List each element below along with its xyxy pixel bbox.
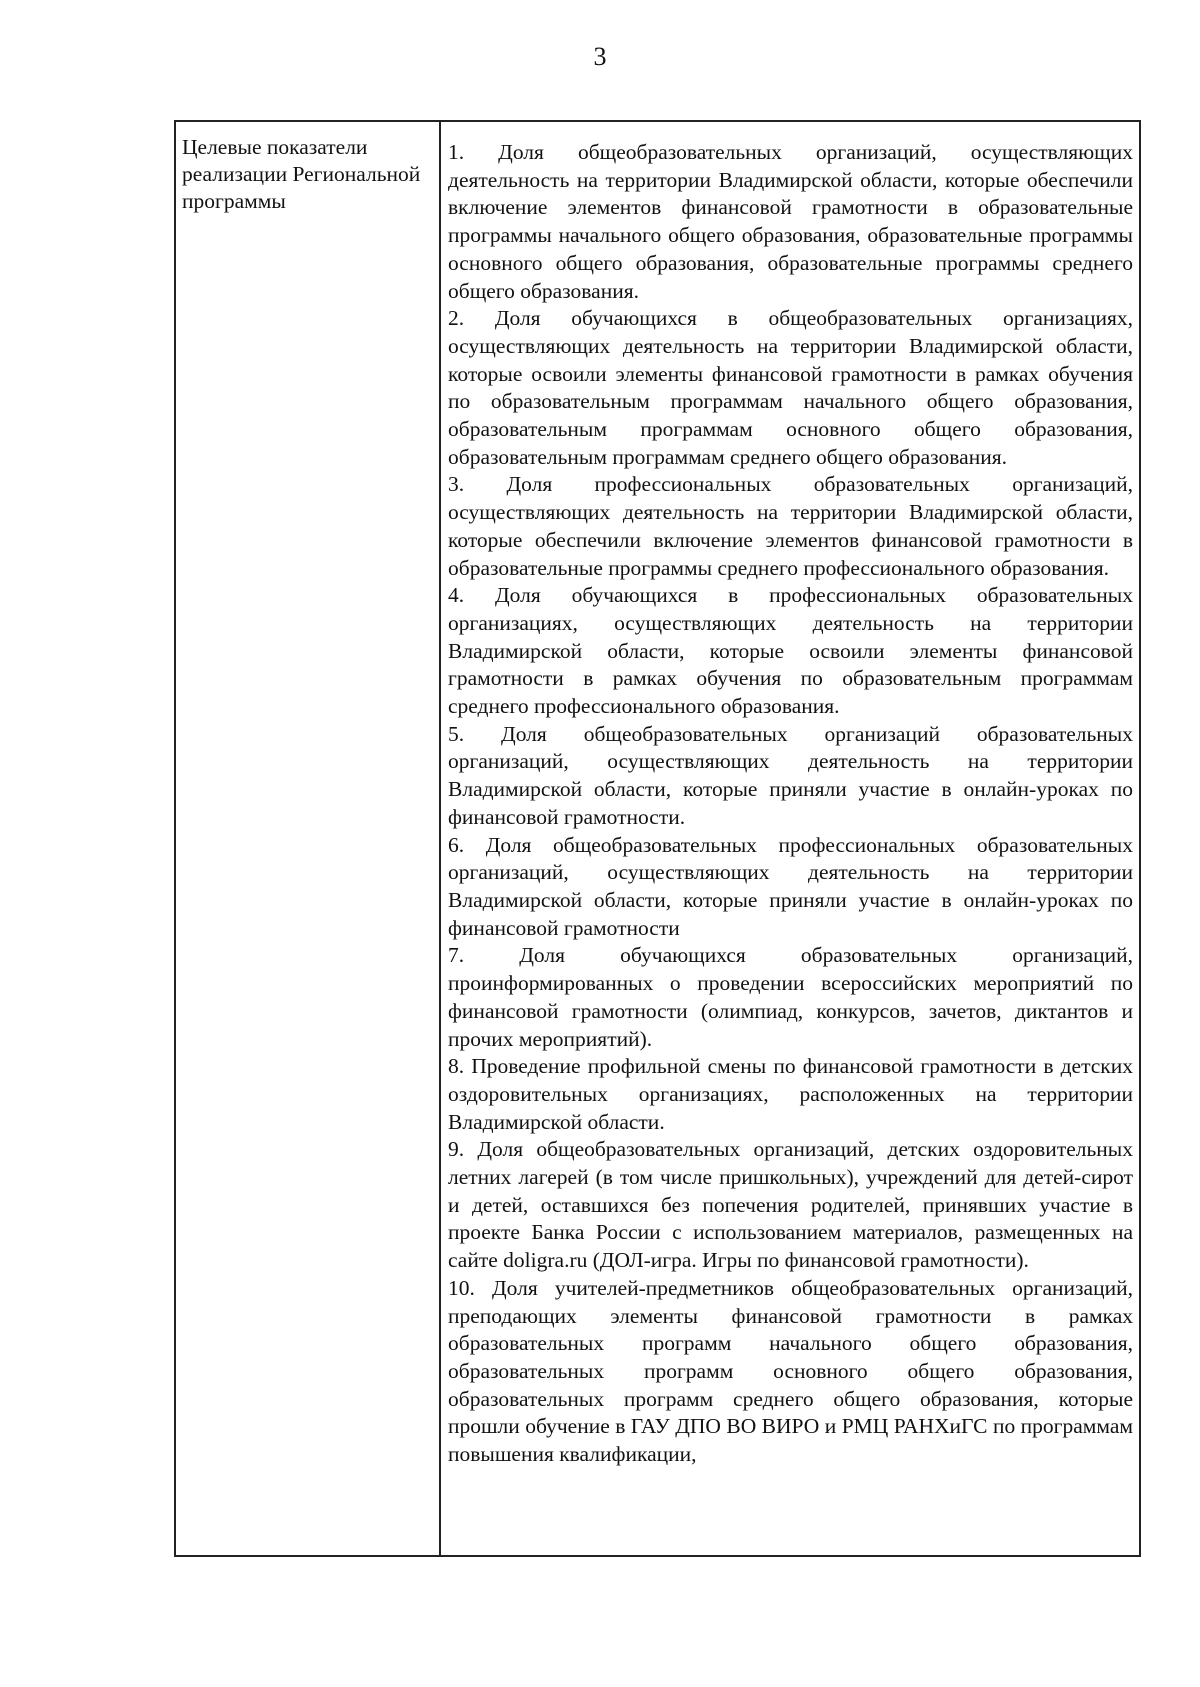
indicator-item-4: 4. Доля обучающихся в профессиональных образовательных организациях, осуществляющих деятельность на территории Владимирской области, которые освоили элементы финансовой грамотности в рамках обучения по образовательным программам среднего профессионального образования.	[448, 583, 1133, 719]
row-header-label: Целевые показатели реализации Региональной программы	[182, 135, 421, 213]
indicator-item-8: 8. Проведение профильной смены по финансовой грамотности в детских оздоровительных организациях, расположенных на территории Владимирской области.	[448, 1054, 1133, 1134]
indicator-item-2: 2. Доля обучающихся в общеобразовательных организациях, осуществляющих деятельность на территории Владимирской области, которые освоили элементы финансовой грамотности в рамках обучения по образовательным программам начального общего образования, образовательным программам основного общего образования, образовательным программам среднего общего образования.	[448, 306, 1133, 469]
indicator-item-9: 9. Доля общеобразовательных организаций, детских оздоровительных летних лагерей (в том числе пришкольных), учреждений для детей-сирот и детей, оставшихся без попечения родителей, принявших участие в проекте Банка России с использованием материалов, размещенных на сайте doligra.ru (ДОЛ-игра. Игры по финансовой грамотности).	[448, 1137, 1133, 1273]
table-left-cell	[176, 122, 441, 1555]
indicator-item-6: 6. Доля общеобразовательных профессиональных образовательных организаций, осуществляющих деятельность на территории Владимирской области, которые приняли участие в онлайн-уроках по финансовой грамотности	[448, 832, 1133, 940]
indicator-item-3: 3. Доля профессиональных образовательных организаций, осуществляющих деятельность на территории Владимирской области, которые обеспечили включение элементов финансовой грамотности в образовательные программы среднего профессионального образования.	[448, 472, 1133, 580]
indicators-table	[174, 120, 1141, 1557]
table-right-cell	[441, 122, 1139, 1555]
indicator-item-5: 5. Доля общеобразовательных организаций образовательных организаций, осуществляющих деятельность на территории Владимирской области, которые приняли участие в онлайн-уроках по финансовой грамотности.	[448, 721, 1133, 829]
indicator-item-1: 1. Доля общеобразовательных организаций, осуществляющих деятельность на территории Владимирской области, которые обеспечили включение элементов финансовой грамотности в образовательные программы начального общего образования, образовательные программы основного общего образования, образовательные программы среднего общего образования.	[448, 140, 1133, 303]
indicator-item-10: 10. Доля учителей-предметников общеобразовательных организаций, преподающих элементы финансовой грамотности в рамках образовательных программ начального общего образования, образовательных программ основного общего образования, образовательных программ среднего общего образования, которые прошли обучение в ГАУ ДПО ВО ВИРО и РМЦ РАНХиГС по программам повышения квалификации,	[448, 1275, 1133, 1467]
indicator-item-7: 7. Доля обучающихся образовательных организаций, проинформированных о проведении всероссийских мероприятий по финансовой грамотности (олимпиад, конкурсов, зачетов, диктантов и прочих мероприятий).	[448, 943, 1133, 1051]
page-number: 3	[593, 42, 607, 71]
